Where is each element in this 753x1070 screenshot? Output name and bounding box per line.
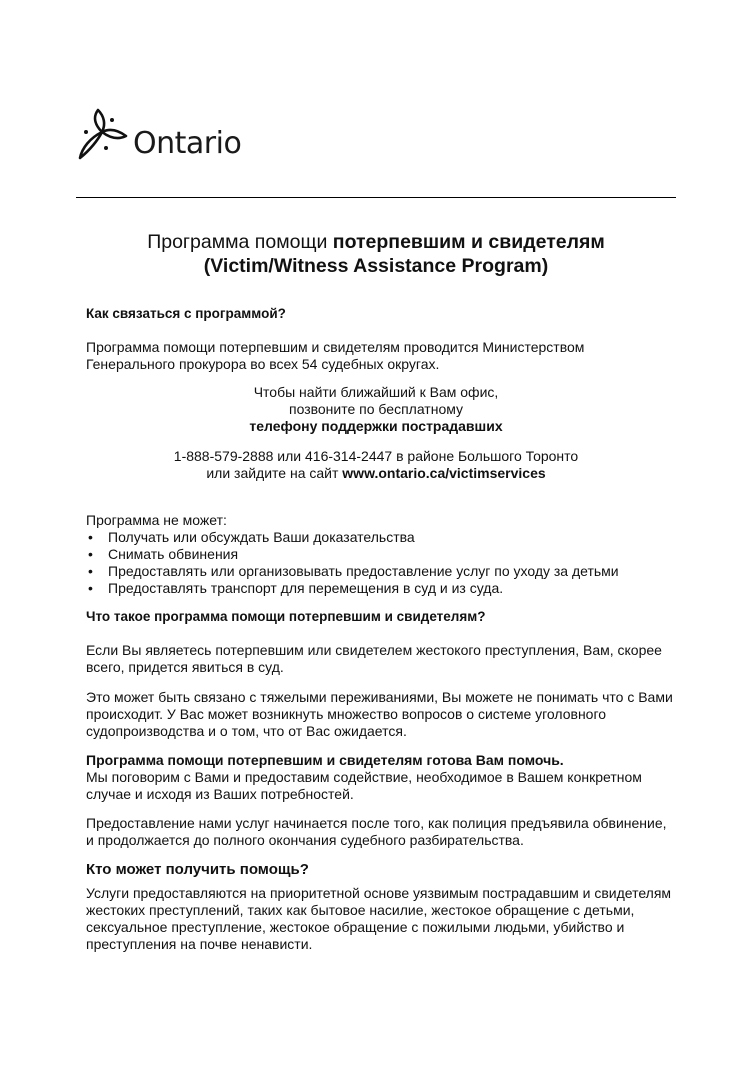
site-prefix: или зайдите на сайт <box>206 465 343 481</box>
title-line-1 <box>76 230 676 254</box>
list-item-text: Получать или обсуждать Ваши доказательства <box>108 529 415 545</box>
find-line-1: Чтобы найти ближайший к Вам офис, <box>253 384 499 400</box>
list-item <box>86 563 686 580</box>
contact-heading: Как связаться с программой? <box>86 306 286 321</box>
bullet-icon: • <box>88 529 93 545</box>
list-item <box>86 546 686 563</box>
phone-numbers: 1-888-579-2888 или 416-314-2447 в районе Большого Торонто <box>173 448 579 464</box>
who-para: Услуги предоставляются на приоритетной основе уязвимым пострадавшим и свидетелям жестоких преступлений, таких как бытовое насилие, жестокое обращение с детьми, сексуальное преступление, жестокое обращение с пожилыми людьми, убийство и преступления на почве ненависти. <box>86 885 672 952</box>
find-line-2: позвоните по бесплатному <box>288 401 464 417</box>
list-item <box>86 529 686 546</box>
ontario-logo <box>76 106 246 166</box>
cannot-list <box>86 529 686 597</box>
what-para-2: Это может быть связано с тяжелыми переживаниями, Вы можете не понимать что с Вами происходит. У Вас может возникнуть множество вопросов о системе уголовного судопроизводства и о том, что от Вас ожидается. <box>86 689 673 739</box>
cannot-intro: Программа не может: <box>86 512 227 528</box>
what-para-3: Мы поговорим с Вами и предоставим содействие, необходимое в Вашем конкретном случае и исходя из Ваших потребностей. <box>86 769 642 802</box>
hotline-label: телефону поддержки пострадавших <box>249 418 503 434</box>
what-para-4: Предоставление нами услуг начинается после того, как полиция предъявила обвинение, и продолжается до полного окончания судебного разбирательства. <box>86 815 667 848</box>
ready-to-help: Программа помощи потерпевшим и свидетелям готова Вам помочь. <box>86 752 564 768</box>
what-heading: Что такое программа помощи потерпевшим и свидетелям? <box>86 609 486 624</box>
bullet-icon: • <box>88 563 93 579</box>
list-item-text: Предоставлять транспорт для перемещения в суд и из суда. <box>108 580 504 596</box>
bullet-icon: • <box>88 580 93 596</box>
title-line-2: (Victim/Witness Assistance Program) <box>203 255 549 277</box>
website-link[interactable]: www.ontario.ca/victimservices <box>342 465 546 481</box>
bullet-icon: • <box>88 546 93 562</box>
page-title <box>76 230 676 278</box>
contact-intro: Программа помощи потерпевшим и свидетелям проводится Министерством Генерального прокурора во всех 54 судебных округах. <box>86 339 585 372</box>
phone-block <box>76 448 676 482</box>
title-normal-text: Программа помощи <box>147 231 333 253</box>
find-office-block <box>76 384 676 435</box>
list-item-text: Снимать обвинения <box>108 546 239 562</box>
trillium-icon <box>76 106 132 164</box>
list-item-text: Предоставлять или организовывать предоставление услуг по уходу за детьми <box>108 563 619 579</box>
list-item <box>86 580 686 597</box>
header-divider <box>76 197 676 198</box>
title-bold-text: потерпевшим и свидетелям <box>332 231 605 253</box>
who-heading: Кто может получить помощь? <box>86 861 309 878</box>
what-para-1: Если Вы являетесь потерпевшим или свидетелем жестокого преступления, Вам, скорее всего, придется явиться в суд. <box>86 642 662 675</box>
logo-text: Ontario <box>133 126 242 161</box>
